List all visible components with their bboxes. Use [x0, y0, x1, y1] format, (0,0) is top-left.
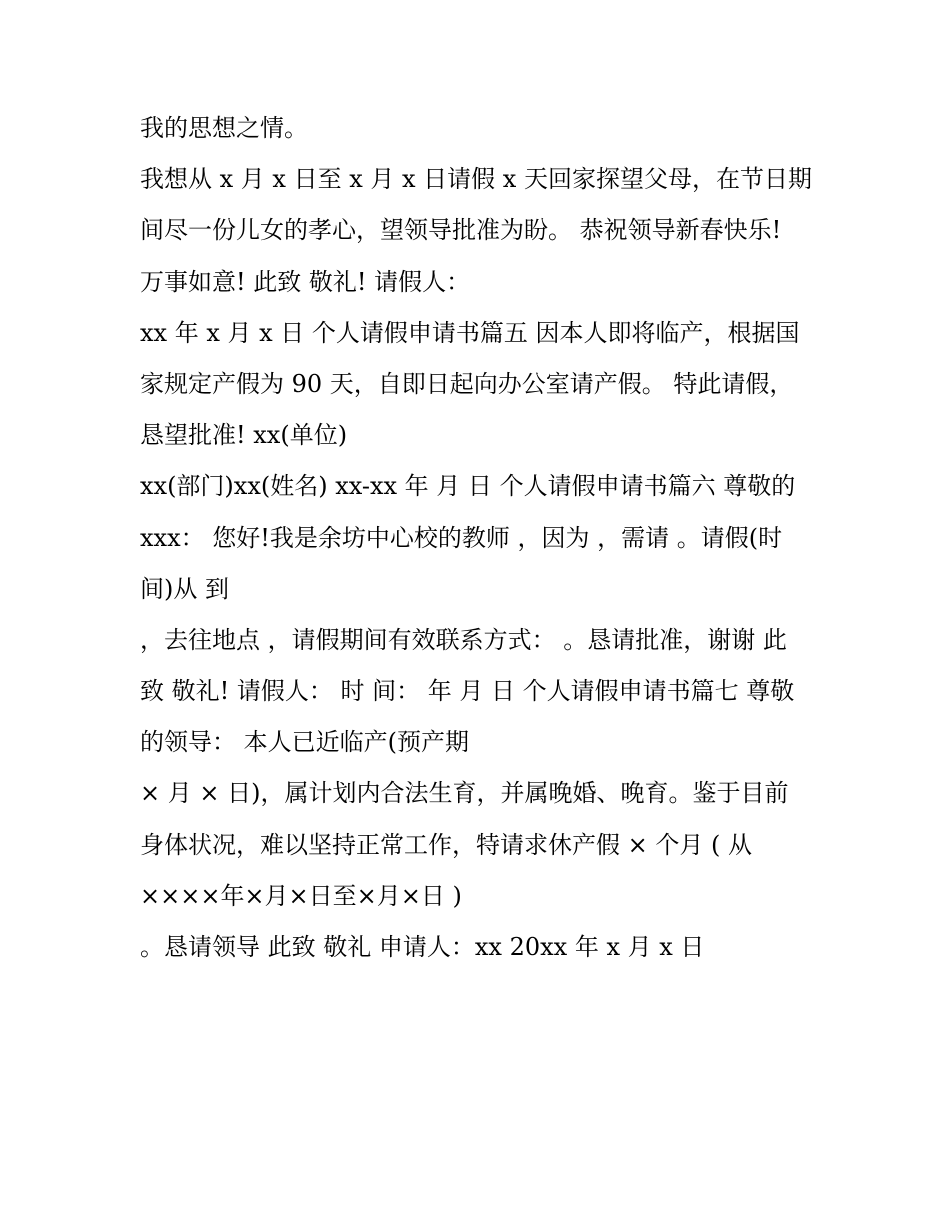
text-line: 身体状况，难以坚持正常工作，特请求休产假 × 个月 ( 从: [140, 830, 752, 859]
text-line: 我的思想之情。: [140, 114, 308, 142]
text-line: 家规定产假为 90 天，自即日起向办公室请产假。 特此请假，: [140, 369, 794, 398]
text-line: xx 年 x 月 x 日 个人请假申请书篇五 因本人即将临产，根据国: [140, 318, 800, 347]
text-line: 致 敬礼! 请假人： 时 间： 年 月 日 个人请假申请书篇七 尊敬: [140, 677, 795, 706]
document-body: [140, 108, 820, 978]
text-line: 间尽一份儿女的孝心，望领导批准为盼。 恭祝领导新春快乐!: [140, 216, 782, 245]
text-line: ××××年×月×日至×月×日 ): [140, 881, 462, 910]
text-line: × 月 × 日)，属计划内合法生育，并属晚婚、晚育。鉴于目前: [140, 779, 789, 808]
text-line: 间)从 到: [140, 574, 229, 603]
text-line: xx(部门)xx(姓名) xx-xx 年 月 日 个人请假申请书篇六 尊敬的: [140, 472, 796, 501]
text-line: 的领导： 本人已近临产(预产期: [140, 728, 469, 757]
text-line: 我想从 x 月 x 日至 x 月 x 日请假 x 天回家探望父母，在节日期: [140, 165, 812, 194]
text-line: 万事如意! 此致 敬礼! 请假人：: [140, 267, 471, 296]
text-line: 恳望批准! xx(单位): [140, 421, 348, 450]
text-line: 。恳请领导 此致 敬礼 申请人：xx 20xx 年 x 月 x 日: [140, 933, 705, 961]
text-line: ，去往地点 ，请假期间有效联系方式： 。恳请批准，谢谢 此: [140, 625, 787, 654]
text-line: xxx： 您好!我是余坊中心校的教师 ，因为 ，需请 。请假(时: [140, 523, 783, 552]
